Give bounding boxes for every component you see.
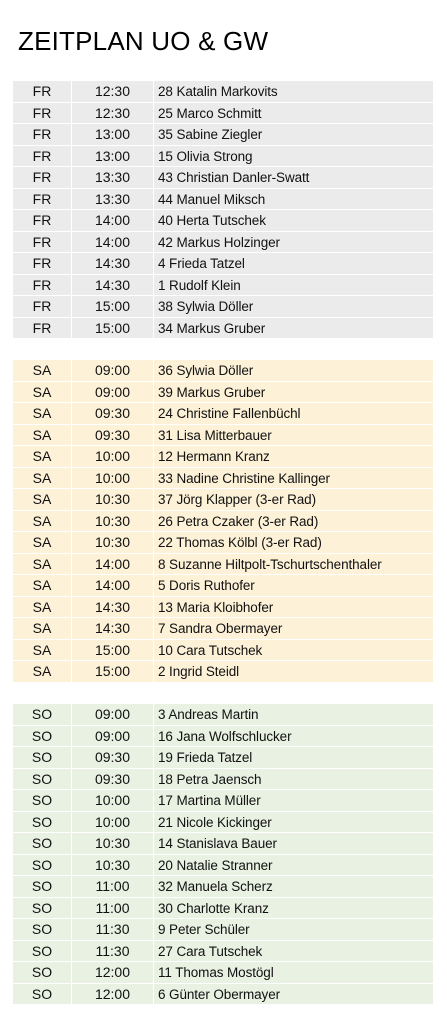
table-row	[13, 318, 433, 340]
day-cell: FR	[13, 210, 72, 231]
table-row	[13, 876, 433, 898]
day-cell: FR	[13, 318, 72, 339]
table-row	[13, 597, 433, 619]
name-cell: 44 Manuel Miksch	[158, 191, 266, 207]
table-row	[13, 81, 433, 103]
day-cell: SA	[13, 597, 72, 618]
time-cell: 09:30	[72, 747, 154, 768]
table-row	[13, 919, 433, 941]
table-row	[13, 855, 433, 877]
name-cell: 5 Doris Ruthofer	[158, 578, 255, 593]
time-cell: 12:00	[72, 962, 154, 983]
name-cell: 10 Cara Tutschek	[158, 642, 263, 658]
name-cell: 31 Lisa Mitterbauer	[158, 427, 272, 443]
schedule-group-friday	[13, 81, 433, 339]
table-row	[13, 575, 433, 597]
time-cell: 10:30	[72, 855, 154, 876]
table-row	[13, 468, 433, 490]
time-cell: 13:30	[72, 189, 154, 210]
time-cell: 14:30	[72, 253, 154, 274]
time-cell: 14:00	[72, 232, 154, 253]
table-row	[13, 812, 433, 834]
name-cell: 3 Andreas Martin	[158, 707, 259, 722]
table-row	[13, 489, 433, 511]
time-cell: 09:00	[72, 360, 154, 381]
day-cell: FR	[13, 189, 72, 210]
day-cell: FR	[13, 253, 72, 274]
table-row	[13, 704, 433, 726]
table-row	[13, 769, 433, 791]
time-cell: 12:30	[72, 103, 154, 124]
day-cell: SA	[13, 446, 72, 467]
name-cell: 22 Thomas Kölbl (3-er Rad)	[158, 535, 322, 550]
day-cell: SO	[13, 769, 72, 790]
table-row	[13, 360, 433, 382]
name-cell: 9 Peter Schüler	[158, 922, 250, 937]
day-cell: SA	[13, 554, 72, 575]
name-cell: 13 Maria Kloibhofer	[158, 599, 274, 615]
day-cell: SO	[13, 833, 72, 854]
day-cell: FR	[13, 146, 72, 167]
name-cell: 7 Sandra Obermayer	[158, 621, 283, 636]
time-cell: 09:30	[72, 403, 154, 424]
time-cell: 14:00	[72, 210, 154, 231]
day-cell: FR	[13, 275, 72, 296]
name-cell: 32 Manuela Scherz	[158, 879, 273, 894]
table-row	[13, 124, 433, 146]
table-row	[13, 146, 433, 168]
time-cell: 15:00	[72, 318, 154, 339]
name-cell: 38 Sylwia Döller	[158, 299, 254, 314]
time-cell: 13:30	[72, 167, 154, 188]
table-row	[13, 661, 433, 683]
table-row	[13, 403, 433, 425]
day-cell: SA	[13, 661, 72, 682]
table-row	[13, 232, 433, 254]
table-row	[13, 210, 433, 232]
table-row	[13, 618, 433, 640]
page-title: ZEITPLAN UO & GW	[18, 26, 269, 56]
table-row	[13, 532, 433, 554]
name-cell: 2 Ingrid Steidl	[158, 664, 240, 679]
name-cell: 1 Rudolf Klein	[158, 277, 241, 293]
name-cell: 28 Katalin Markovits	[158, 84, 278, 99]
time-cell: 15:00	[72, 640, 154, 661]
day-cell: SA	[13, 468, 72, 489]
day-cell: SA	[13, 489, 72, 510]
time-cell: 11:00	[72, 876, 154, 897]
table-row	[13, 446, 433, 468]
table-row	[13, 833, 433, 855]
time-cell: 11:30	[72, 919, 154, 940]
day-cell: SA	[13, 382, 72, 403]
time-cell: 15:00	[72, 661, 154, 682]
table-row	[13, 511, 433, 533]
name-cell: 39 Markus Gruber	[158, 384, 266, 400]
name-cell: 12 Hermann Kranz	[158, 449, 270, 464]
day-cell: SO	[13, 790, 72, 811]
name-cell: 16 Jana Wolfschlucker	[158, 728, 292, 744]
time-cell: 13:00	[72, 124, 154, 145]
table-row	[13, 984, 433, 1006]
name-cell: 18 Petra Jaensch	[158, 771, 262, 787]
day-cell: SO	[13, 812, 72, 833]
name-cell: 6 Günter Obermayer	[158, 986, 281, 1002]
schedule-group-saturday	[13, 360, 433, 683]
table-row	[13, 296, 433, 318]
name-cell: 40 Herta Tutschek	[158, 213, 266, 228]
name-cell: 42 Markus Holzinger	[158, 234, 280, 250]
name-cell: 33 Nadine Christine Kallinger	[158, 470, 330, 486]
table-row	[13, 189, 433, 211]
table-row	[13, 382, 433, 404]
name-cell: 26 Petra Czaker (3-er Rad)	[158, 513, 319, 529]
day-cell: SO	[13, 747, 72, 768]
day-cell: SO	[13, 962, 72, 983]
day-cell: SO	[13, 726, 72, 747]
time-cell: 09:00	[72, 726, 154, 747]
table-row	[13, 790, 433, 812]
time-cell: 14:00	[72, 575, 154, 596]
name-cell: 15 Olivia Strong	[158, 148, 253, 164]
time-cell: 10:30	[72, 511, 154, 532]
table-row	[13, 726, 433, 748]
time-cell: 10:00	[72, 468, 154, 489]
day-cell: FR	[13, 167, 72, 188]
day-cell: SO	[13, 876, 72, 897]
time-cell: 09:00	[72, 704, 154, 725]
name-cell: 11 Thomas Mostögl	[158, 965, 274, 980]
table-row	[13, 640, 433, 662]
day-cell: SA	[13, 403, 72, 424]
name-cell: 14 Stanislava Bauer	[158, 836, 277, 851]
time-cell: 12:00	[72, 984, 154, 1005]
time-cell: 10:30	[72, 489, 154, 510]
time-cell: 09:30	[72, 769, 154, 790]
name-cell: 25 Marco Schmitt	[158, 105, 262, 121]
name-cell: 36 Sylwia Döller	[158, 363, 254, 378]
table-row	[13, 941, 433, 963]
day-cell: SO	[13, 919, 72, 940]
time-cell: 10:00	[72, 812, 154, 833]
time-cell: 10:00	[72, 790, 154, 811]
name-cell: 20 Natalie Stranner	[158, 857, 273, 873]
time-cell: 13:00	[72, 146, 154, 167]
day-cell: SA	[13, 360, 72, 381]
day-cell: SO	[13, 898, 72, 919]
name-cell: 8 Suzanne Hiltpolt-Tschurtschenthaler	[158, 556, 382, 572]
name-cell: 30 Charlotte Kranz	[158, 900, 269, 916]
time-cell: 14:30	[72, 618, 154, 639]
schedule-group-sunday	[13, 704, 433, 1005]
table-row	[13, 962, 433, 984]
table-row	[13, 167, 433, 189]
table-row	[13, 425, 433, 447]
time-cell: 09:30	[72, 425, 154, 446]
day-cell: SA	[13, 532, 72, 553]
time-cell: 12:30	[72, 81, 154, 102]
table-row	[13, 275, 433, 297]
day-cell: SA	[13, 575, 72, 596]
time-cell: 11:00	[72, 898, 154, 919]
name-cell: 4 Frieda Tatzel	[158, 256, 245, 271]
time-cell: 10:00	[72, 446, 154, 467]
day-cell: SO	[13, 984, 72, 1005]
name-cell: 27 Cara Tutschek	[158, 943, 263, 959]
day-cell: SO	[13, 855, 72, 876]
time-cell: 11:30	[72, 941, 154, 962]
name-cell: 24 Christine Fallenbüchl	[158, 406, 301, 421]
time-cell: 09:00	[72, 382, 154, 403]
day-cell: SA	[13, 640, 72, 661]
table-row	[13, 103, 433, 125]
table-row	[13, 253, 433, 275]
day-cell: SO	[13, 941, 72, 962]
time-cell: 14:00	[72, 554, 154, 575]
time-cell: 14:30	[72, 597, 154, 618]
table-row	[13, 554, 433, 576]
name-cell: 17 Martina Müller	[158, 793, 261, 808]
name-cell: 43 Christian Danler-Swatt	[158, 170, 310, 185]
time-cell: 10:30	[72, 532, 154, 553]
day-cell: FR	[13, 124, 72, 145]
day-cell: SA	[13, 425, 72, 446]
table-row	[13, 898, 433, 920]
time-cell: 14:30	[72, 275, 154, 296]
day-cell: FR	[13, 232, 72, 253]
day-cell: SA	[13, 511, 72, 532]
time-cell: 15:00	[72, 296, 154, 317]
day-cell: FR	[13, 103, 72, 124]
name-cell: 21 Nicole Kickinger	[158, 814, 272, 830]
name-cell: 35 Sabine Ziegler	[158, 127, 263, 142]
name-cell: 19 Frieda Tatzel	[158, 750, 253, 765]
day-cell: SA	[13, 618, 72, 639]
name-cell: 37 Jörg Klapper (3-er Rad)	[158, 492, 316, 507]
day-cell: FR	[13, 296, 72, 317]
name-cell: 34 Markus Gruber	[158, 320, 266, 336]
table-row	[13, 747, 433, 769]
day-cell: FR	[13, 81, 72, 102]
time-cell: 10:30	[72, 833, 154, 854]
day-cell: SO	[13, 704, 72, 725]
